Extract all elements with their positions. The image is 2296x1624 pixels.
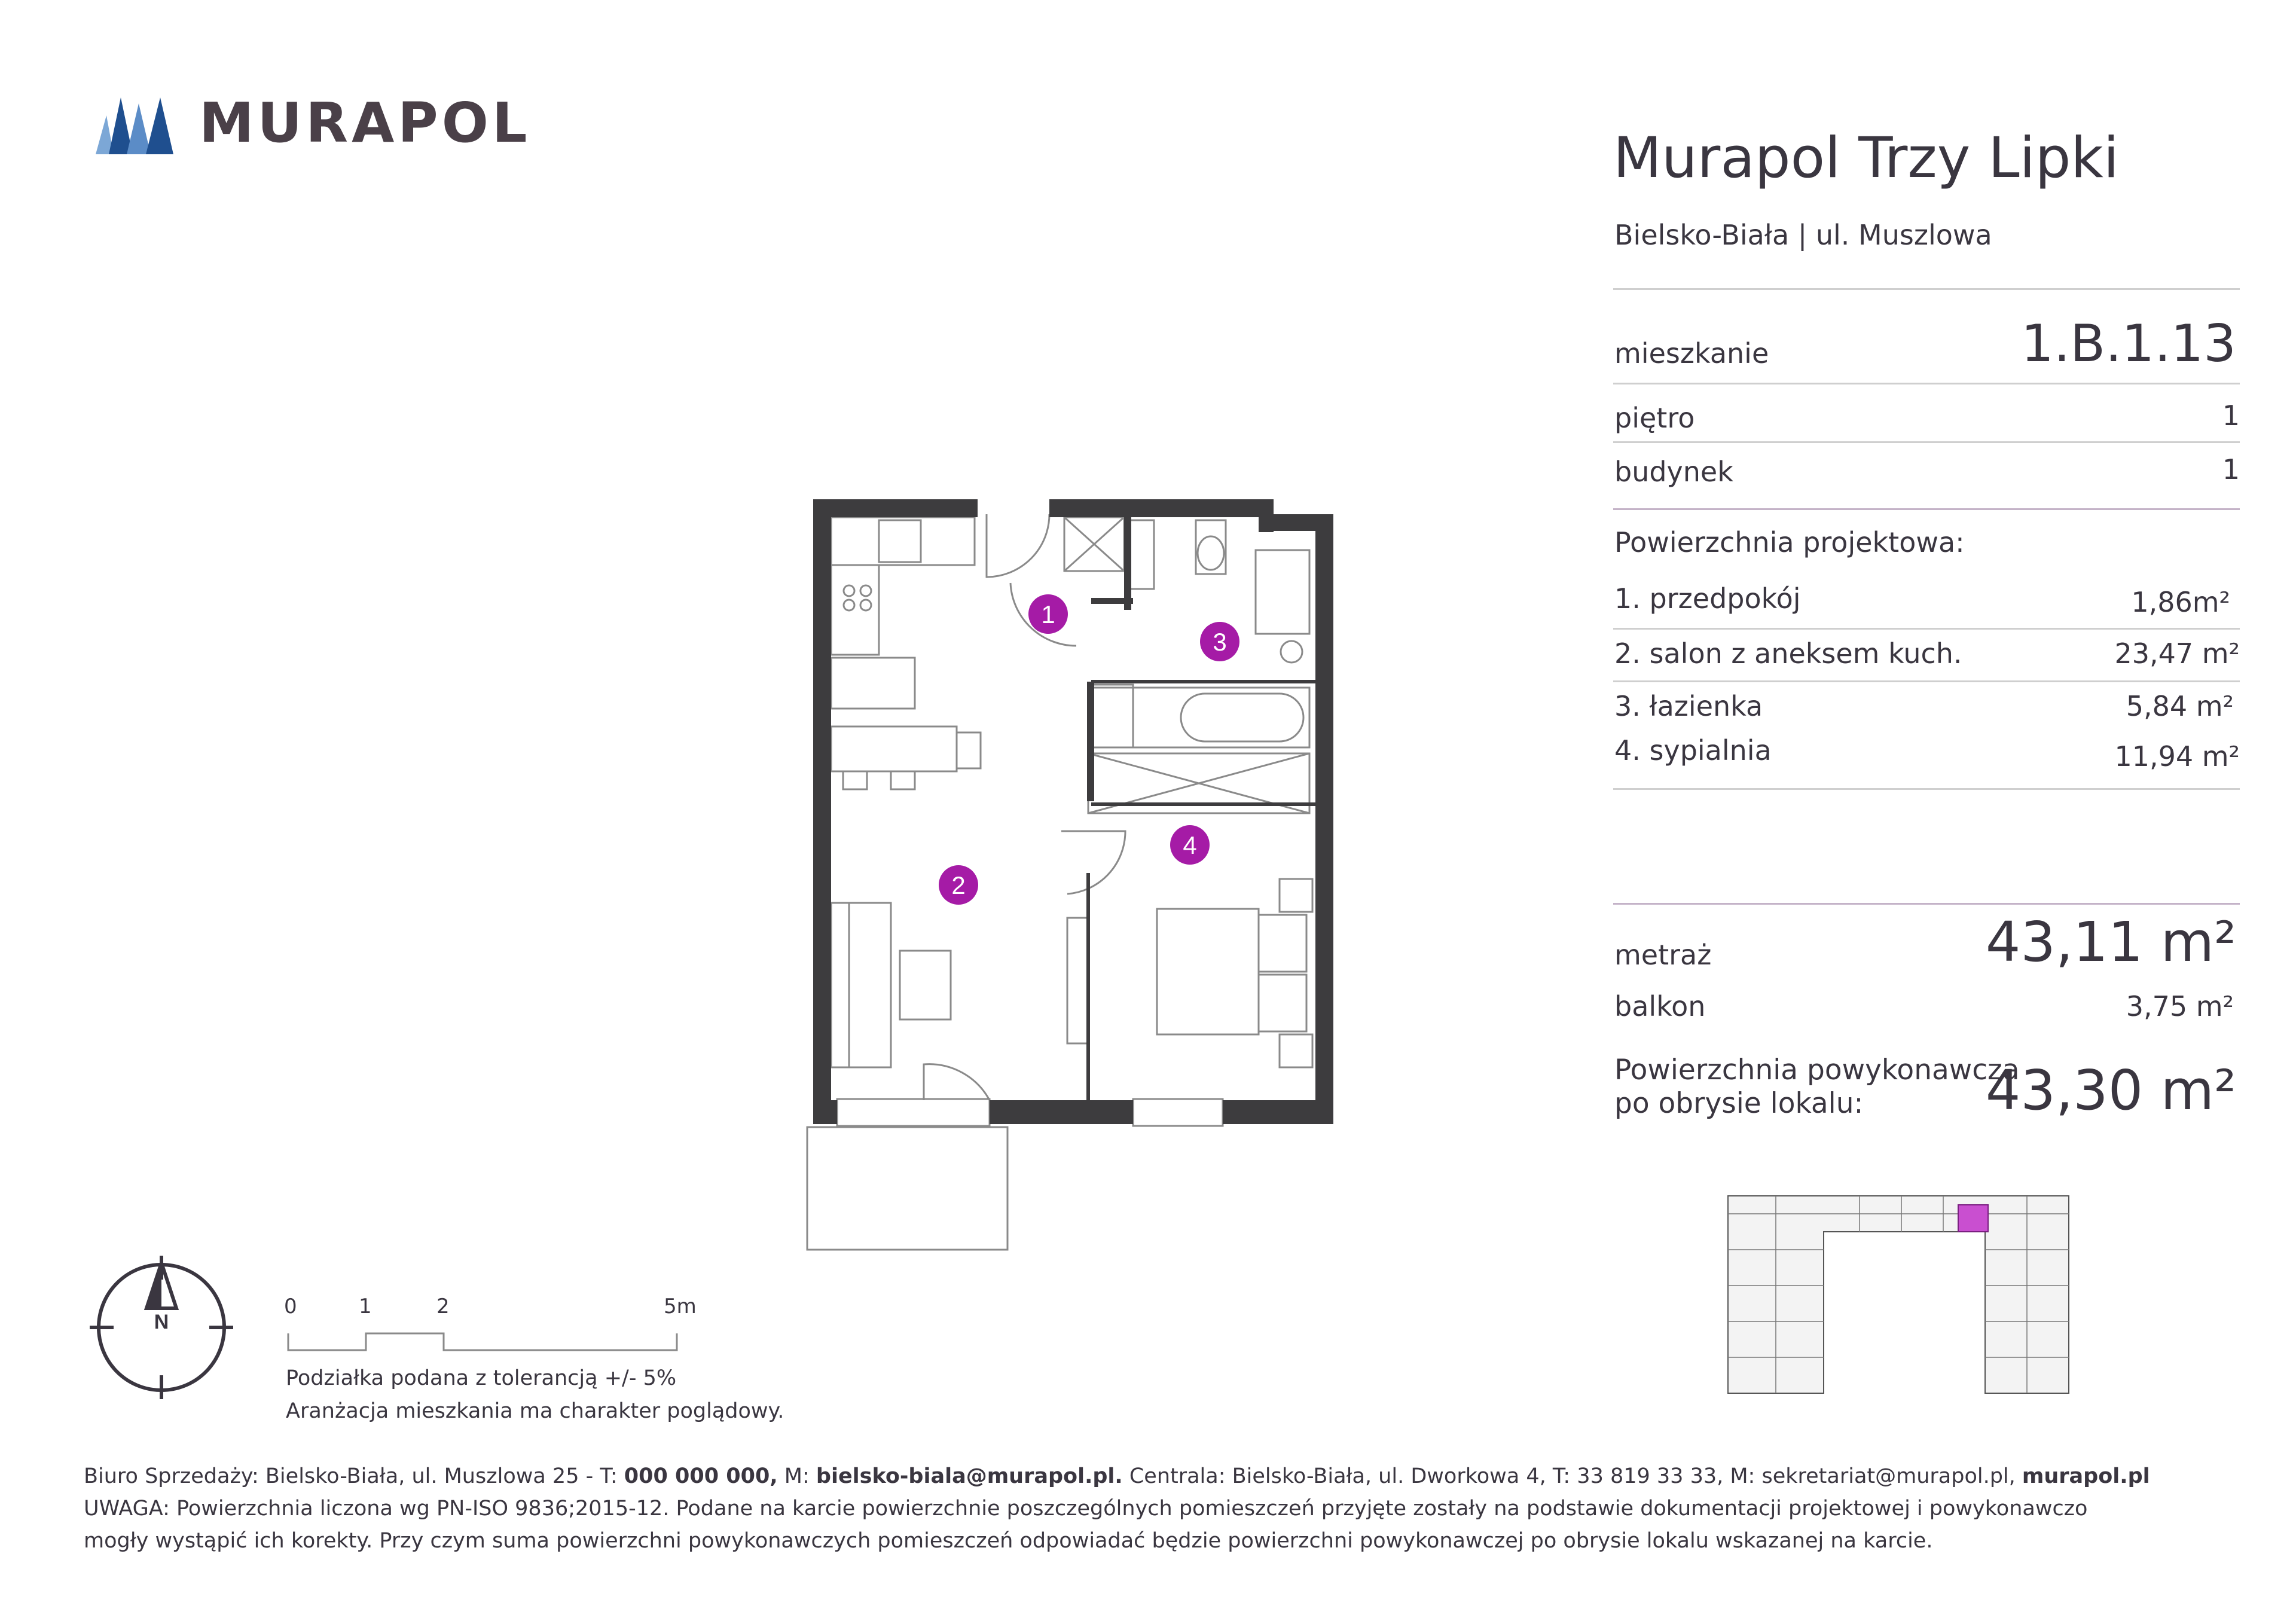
- kitchen-counter: [831, 517, 975, 565]
- building-label: budynek: [1614, 456, 1733, 488]
- scale-tick: 2: [436, 1295, 450, 1318]
- tv-cabinet: [1067, 918, 1088, 1043]
- post-label-line-2: po obrysie lokalu:: [1614, 1087, 1864, 1121]
- washer-icon: [1130, 520, 1154, 589]
- footer-text: Centrala: Bielsko-Biała, ul. Dworkowa 4, T: 33 819 33 33, M: sekretariat@murapol.pl,: [1122, 1464, 2022, 1488]
- stool-icon: [957, 732, 981, 768]
- room-marker-label: 3: [1213, 628, 1227, 656]
- room-name: 1. przedpokój: [1614, 582, 1801, 615]
- kitchen-counter: [831, 565, 879, 655]
- highlighted-unit: [1958, 1205, 1988, 1232]
- room-name: 4. sypialnia: [1614, 734, 1772, 767]
- compass-north-icon: [90, 1256, 233, 1399]
- coffee-table: [900, 951, 951, 1019]
- kitchen-island: [831, 726, 957, 771]
- kitchen-cabinet: [831, 658, 915, 709]
- footer-phone: 000 000 000,: [624, 1464, 778, 1488]
- balkon-value: 3,75 m²: [2126, 990, 2234, 1022]
- building-key-plan: [1722, 1190, 2075, 1405]
- post-construction-label: [1614, 1054, 2020, 1121]
- room-marker-label: 2: [951, 871, 966, 899]
- unit-label: mieszkanie: [1614, 337, 1769, 370]
- divider: [1613, 680, 2240, 682]
- divider: [1613, 628, 2240, 630]
- scale-bar: [281, 1292, 712, 1357]
- project-location: Bielsko-Biała | ul. Muszlowa: [1614, 219, 1992, 251]
- brand-name: MURAPOL: [199, 91, 531, 155]
- post-construction-value: 43,30 m²: [1985, 1058, 2236, 1122]
- scale-line: [281, 1321, 712, 1357]
- nightstand-icon: [1280, 1034, 1312, 1067]
- divider: [1613, 288, 2240, 290]
- scale-tick: 1: [359, 1295, 372, 1318]
- metraz-label: metraż: [1614, 939, 1712, 971]
- footer-line-2: UWAGA: Powierzchnia liczona wg PN-ISO 9836;2015-12. Podane na karcie powierzchnie poszczególnych pomieszczeń przyjęte zostały na podstawie dokumentacji projektowej i powykonawczo: [84, 1497, 2088, 1521]
- bed-icon: [1157, 909, 1259, 1034]
- divider: [1613, 441, 2240, 443]
- room-marker-label: 4: [1183, 831, 1197, 859]
- room-name: 3. łazienka: [1614, 690, 1763, 722]
- footer-email[interactable]: bielsko-biala@murapol.pl.: [816, 1464, 1123, 1488]
- room-name: 2. salon z aneksem kuch.: [1614, 637, 1962, 670]
- stool-icon: [843, 771, 867, 789]
- arrangement-note: Aranżacja mieszkania ma charakter poglądowy.: [286, 1399, 784, 1423]
- compass-letter: N: [154, 1311, 169, 1333]
- divider: [1613, 508, 2240, 510]
- bathtub-icon: [1088, 688, 1309, 747]
- project-title: Murapol Trzy Lipki: [1613, 126, 2119, 191]
- divider: [1613, 788, 2240, 790]
- stool-icon: [891, 771, 915, 789]
- washbasin-icon: [1256, 550, 1309, 634]
- scale-tick: 0: [284, 1295, 297, 1318]
- metraz-value: 43,11 m²: [1985, 910, 2236, 974]
- balkon-label: balkon: [1614, 990, 1706, 1022]
- footer-website-link[interactable]: murapol.pl: [2022, 1464, 2150, 1488]
- room-area: 23,47 m²: [2114, 637, 2240, 670]
- sink-icon: [879, 520, 921, 562]
- balcony-outline: [807, 1127, 1007, 1250]
- area-heading: Powierzchnia projektowa:: [1614, 526, 1965, 558]
- footer-text: Biuro Sprzedaży: Bielsko-Biała, ul. Muszlowa 25 - T:: [84, 1464, 624, 1488]
- sofa-icon: [831, 903, 891, 1067]
- divider: [1613, 383, 2240, 384]
- floor-label: piętro: [1614, 402, 1695, 434]
- room-area: 5,84 m²: [2126, 690, 2234, 722]
- footer-line-3: mogły wystąpić ich korekty. Przy czym suma powierzchni powykonawczych pomieszczeń odpowiadać będzie powierzchni powykonawczej po obrysie lokalu wskazanej na karcie.: [84, 1529, 1933, 1553]
- unit-number: 1.B.1.13: [2021, 314, 2236, 374]
- footer-text: M:: [777, 1464, 816, 1488]
- divider: [1613, 903, 2240, 905]
- room-marker-label: 1: [1041, 600, 1055, 628]
- scale-note: Podziałka podana z tolerancją +/- 5%: [286, 1366, 677, 1390]
- room-area: 1,86m²: [2131, 586, 2230, 618]
- floor-plan: [801, 496, 1345, 1256]
- scale-tick: 5m: [664, 1295, 697, 1318]
- footer-line-1: [84, 1466, 2150, 1487]
- post-label-line-1: Powierzchnia powykonawcza: [1614, 1054, 2020, 1086]
- toilet-icon: [1196, 520, 1226, 574]
- building-value: 1: [2222, 453, 2240, 486]
- room-area: 11,94 m²: [2114, 740, 2240, 773]
- murapol-logo-icon: [96, 97, 173, 154]
- floor-value: 1: [2222, 399, 2240, 432]
- nightstand-icon: [1280, 879, 1312, 912]
